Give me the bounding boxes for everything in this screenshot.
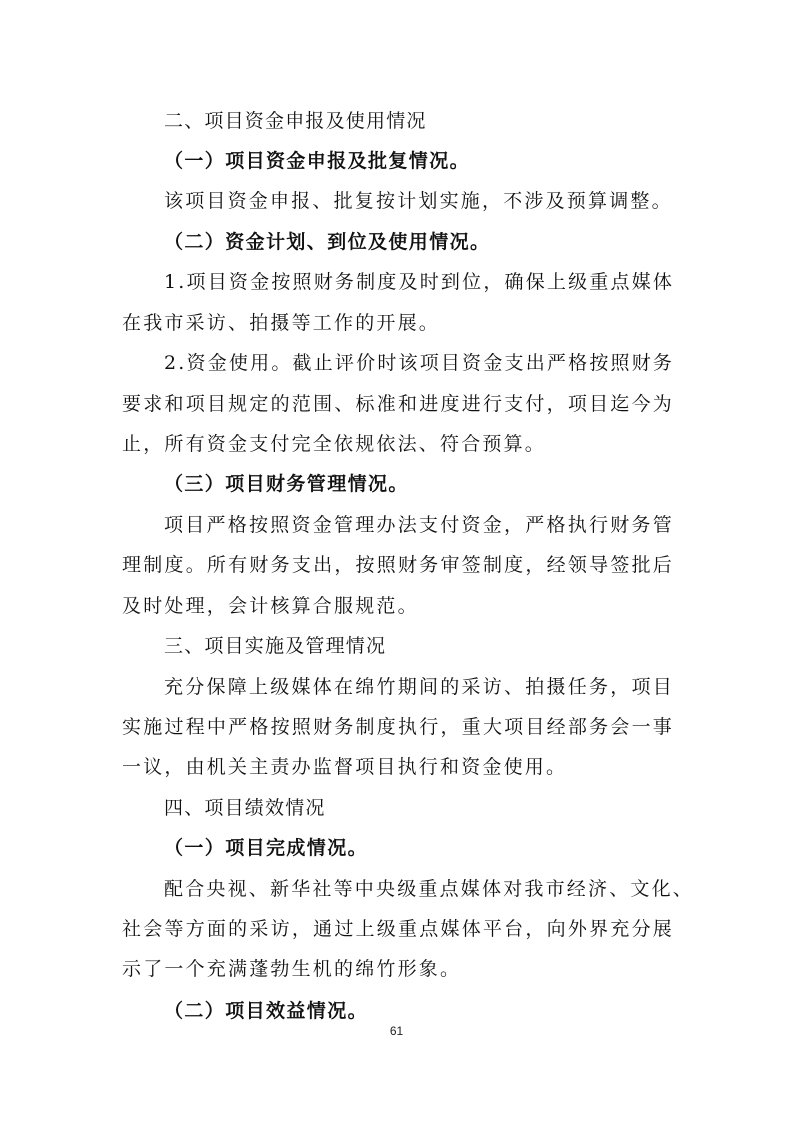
page-number: 61 [389, 1024, 404, 1038]
section-heading-implementation: 三、项目实施及管理情况 [164, 635, 387, 657]
paragraph-line: 示了一个充满蓬勃生机的绵竹形象。 [122, 958, 462, 980]
paragraph-line: 项目严格按照资金管理办法支付资金，严格执行财务管 [164, 514, 674, 536]
subheading-benefits: （二）项目效益情况。 [164, 1000, 369, 1022]
paragraph-line: 止，所有资金支付完全依规依法、符合预算。 [122, 433, 547, 455]
paragraph-line: 社会等方面的采访，通过上级重点媒体平台，向外界充分展 [122, 918, 674, 940]
paragraph-line: 要求和项目规定的范围、标准和进度进行支付，项目迄今为 [122, 393, 674, 415]
subheading-application-approval: （一）项目资金申报及批复情况。 [164, 150, 471, 172]
section-heading-performance: 四、项目绩效情况 [164, 797, 326, 819]
paragraph-line: 理制度。所有财务支出，按照财务审签制度，经领导签批后 [122, 554, 674, 576]
paragraph-line: 2.资金使用。截止评价时该项目资金支出严格按照财务 [164, 352, 675, 374]
subheading-financial-management: （三）项目财务管理情况。 [164, 473, 409, 495]
paragraph-line: 充分保障上级媒体在绵竹期间的采访、拍摄任务，项目 [164, 676, 674, 698]
paragraph-line: 该项目资金申报、批复按计划实施，不涉及预算调整。 [164, 190, 673, 212]
subheading-completion: （一）项目完成情况。 [164, 837, 369, 859]
paragraph-line: 实施过程中严格按照财务制度执行，重大项目经部务会一事 [122, 716, 674, 738]
paragraph-line: 及时处理，会计核算合服规范。 [122, 595, 419, 617]
subheading-funding-plan: （二）资金计划、到位及使用情况。 [164, 231, 491, 253]
paragraph-line: 1.项目资金按照财务制度及时到位，确保上级重点媒体 [164, 271, 675, 293]
paragraph-line: 在我市采访、拍摄等工作的开展。 [122, 312, 441, 334]
paragraph-line: 配合央视、新华社等中央级重点媒体对我市经济、文化、 [164, 878, 695, 900]
paragraph-line: 一议，由机关主责办监督项目执行和资金使用。 [122, 756, 568, 778]
section-heading-funding: 二、项目资金申报及使用情况 [164, 110, 427, 132]
